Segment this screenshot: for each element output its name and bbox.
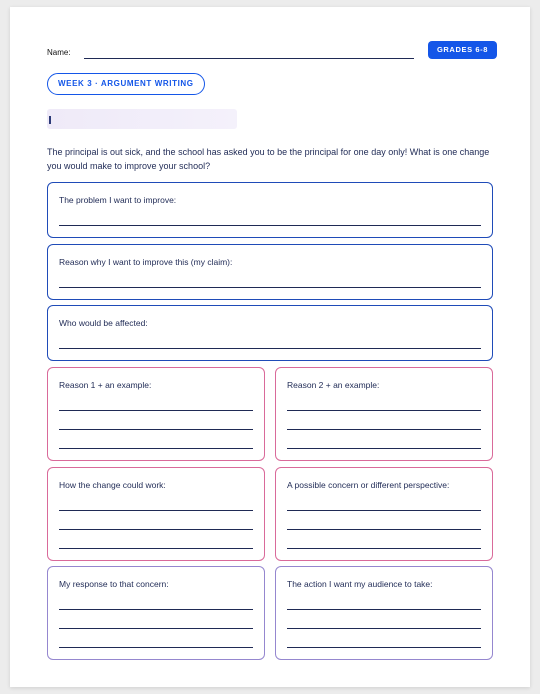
writing-line[interactable] [287, 647, 481, 648]
writing-line[interactable] [59, 410, 253, 411]
box-reason2[interactable] [275, 367, 493, 461]
box-label-affected: Who would be affected: [59, 318, 148, 328]
box-response[interactable] [47, 566, 265, 660]
box-label-reason2: Reason 2 + an example: [287, 380, 380, 390]
box-label-how-change: How the change could work: [59, 480, 166, 490]
box-label-response: My response to that concern: [59, 579, 169, 589]
writing-line[interactable] [287, 609, 481, 610]
writing-line[interactable] [59, 647, 253, 648]
writing-line[interactable] [287, 410, 481, 411]
box-affected[interactable] [47, 305, 493, 361]
name-row [47, 45, 497, 61]
box-action[interactable] [275, 566, 493, 660]
box-reason1[interactable] [47, 367, 265, 461]
writing-line[interactable] [59, 609, 253, 610]
writing-line[interactable] [59, 510, 253, 511]
box-problem[interactable] [47, 182, 493, 238]
writing-line[interactable] [287, 510, 481, 511]
week-pill: WEEK 3 · ARGUMENT WRITING [47, 73, 205, 95]
writing-line[interactable] [287, 448, 481, 449]
writing-line[interactable] [59, 448, 253, 449]
writing-line[interactable] [59, 225, 481, 226]
box-label-problem: The problem I want to improve: [59, 195, 177, 205]
writing-line[interactable] [287, 628, 481, 629]
writing-line[interactable] [59, 348, 481, 349]
writing-line[interactable] [59, 429, 253, 430]
writing-line[interactable] [59, 287, 481, 288]
worksheet-page [10, 7, 530, 687]
name-label: Name: [47, 48, 71, 57]
box-label-claim: Reason why I want to improve this (my claim): [59, 257, 233, 267]
writing-line[interactable] [287, 529, 481, 530]
writing-line[interactable] [287, 548, 481, 549]
writing-line[interactable] [287, 429, 481, 430]
box-how-change[interactable] [47, 467, 265, 561]
box-claim[interactable] [47, 244, 493, 300]
blurred-title [47, 109, 237, 129]
writing-line[interactable] [59, 529, 253, 530]
writing-line[interactable] [59, 628, 253, 629]
prompt-text: The principal is out sick, and the school has asked you to be the principal for one day only! What is one change you would make to improve your school? [47, 147, 490, 171]
grade-badge: GRADES 6-8 [428, 41, 497, 59]
box-label-concern: A possible concern or different perspective: [287, 480, 450, 490]
box-label-action: The action I want my audience to take: [287, 579, 433, 589]
box-concern[interactable] [275, 467, 493, 561]
box-label-reason1: Reason 1 + an example: [59, 380, 152, 390]
name-field-line[interactable] [84, 58, 414, 59]
writing-line[interactable] [59, 548, 253, 549]
